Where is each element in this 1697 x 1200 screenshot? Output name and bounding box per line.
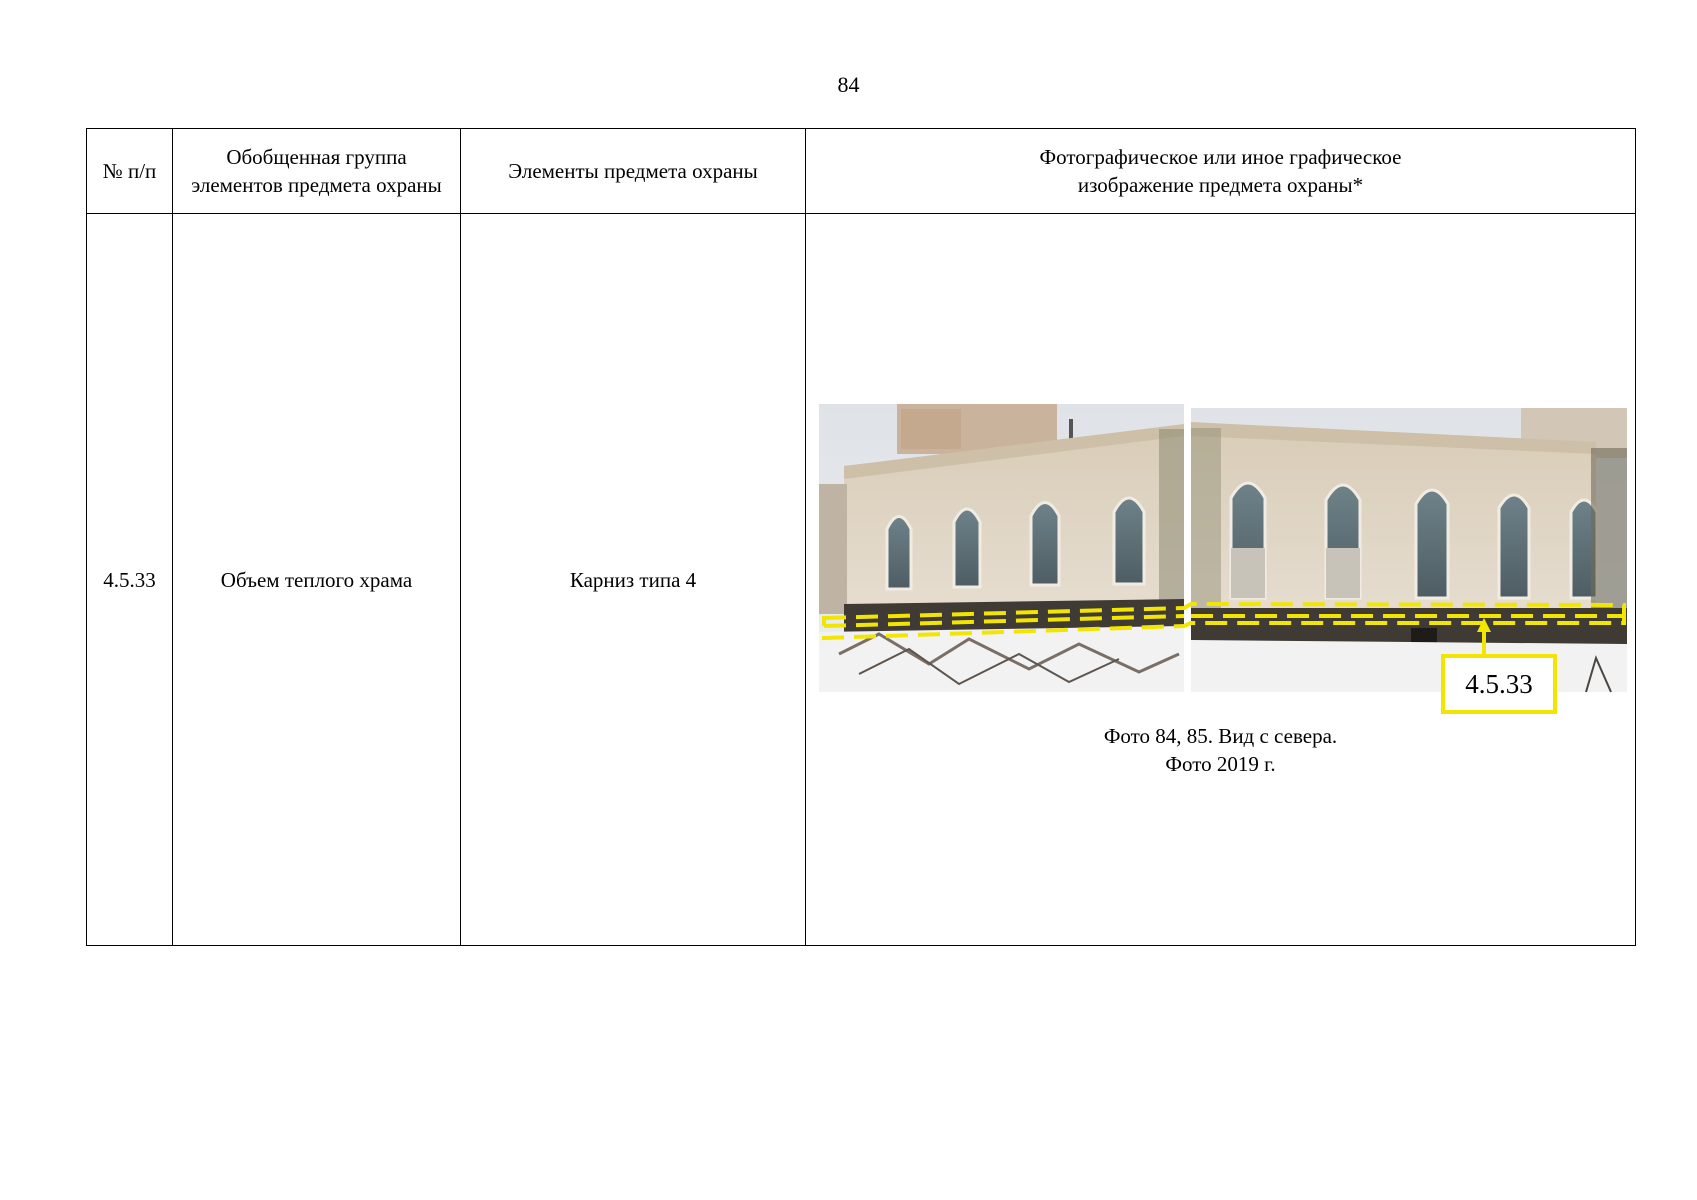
photo-84 [819, 404, 1184, 692]
photo-pair [819, 404, 1629, 699]
photo-85 [1191, 408, 1627, 692]
header-number: № п/п [87, 129, 173, 214]
header-group: Обобщенная группа элементов предмета охраны [173, 129, 461, 214]
caption-line-1: Фото 84, 85. Вид с севера. [1103, 724, 1338, 748]
header-elements: Элементы предмета охраны [461, 129, 806, 214]
element-callout-label: 4.5.33 [1441, 654, 1557, 714]
cell-group: Объем теплого храма [173, 214, 461, 946]
cell-number: 4.5.33 [87, 214, 173, 946]
protection-table [86, 128, 1636, 946]
header-image [806, 129, 1636, 214]
cell-element: Карниз типа 4 [461, 214, 806, 946]
caption-line-2: Фото 2019 г. [1165, 752, 1276, 776]
cell-image [806, 214, 1636, 946]
table-header-row [87, 129, 1636, 214]
photo-caption [806, 722, 1635, 778]
header-image-text: Фотографическое или иное графическое изображение предмета охраны* [1039, 145, 1402, 197]
table-row [87, 214, 1636, 946]
building-photos [819, 404, 1629, 694]
page-number: 84 [837, 72, 860, 97]
